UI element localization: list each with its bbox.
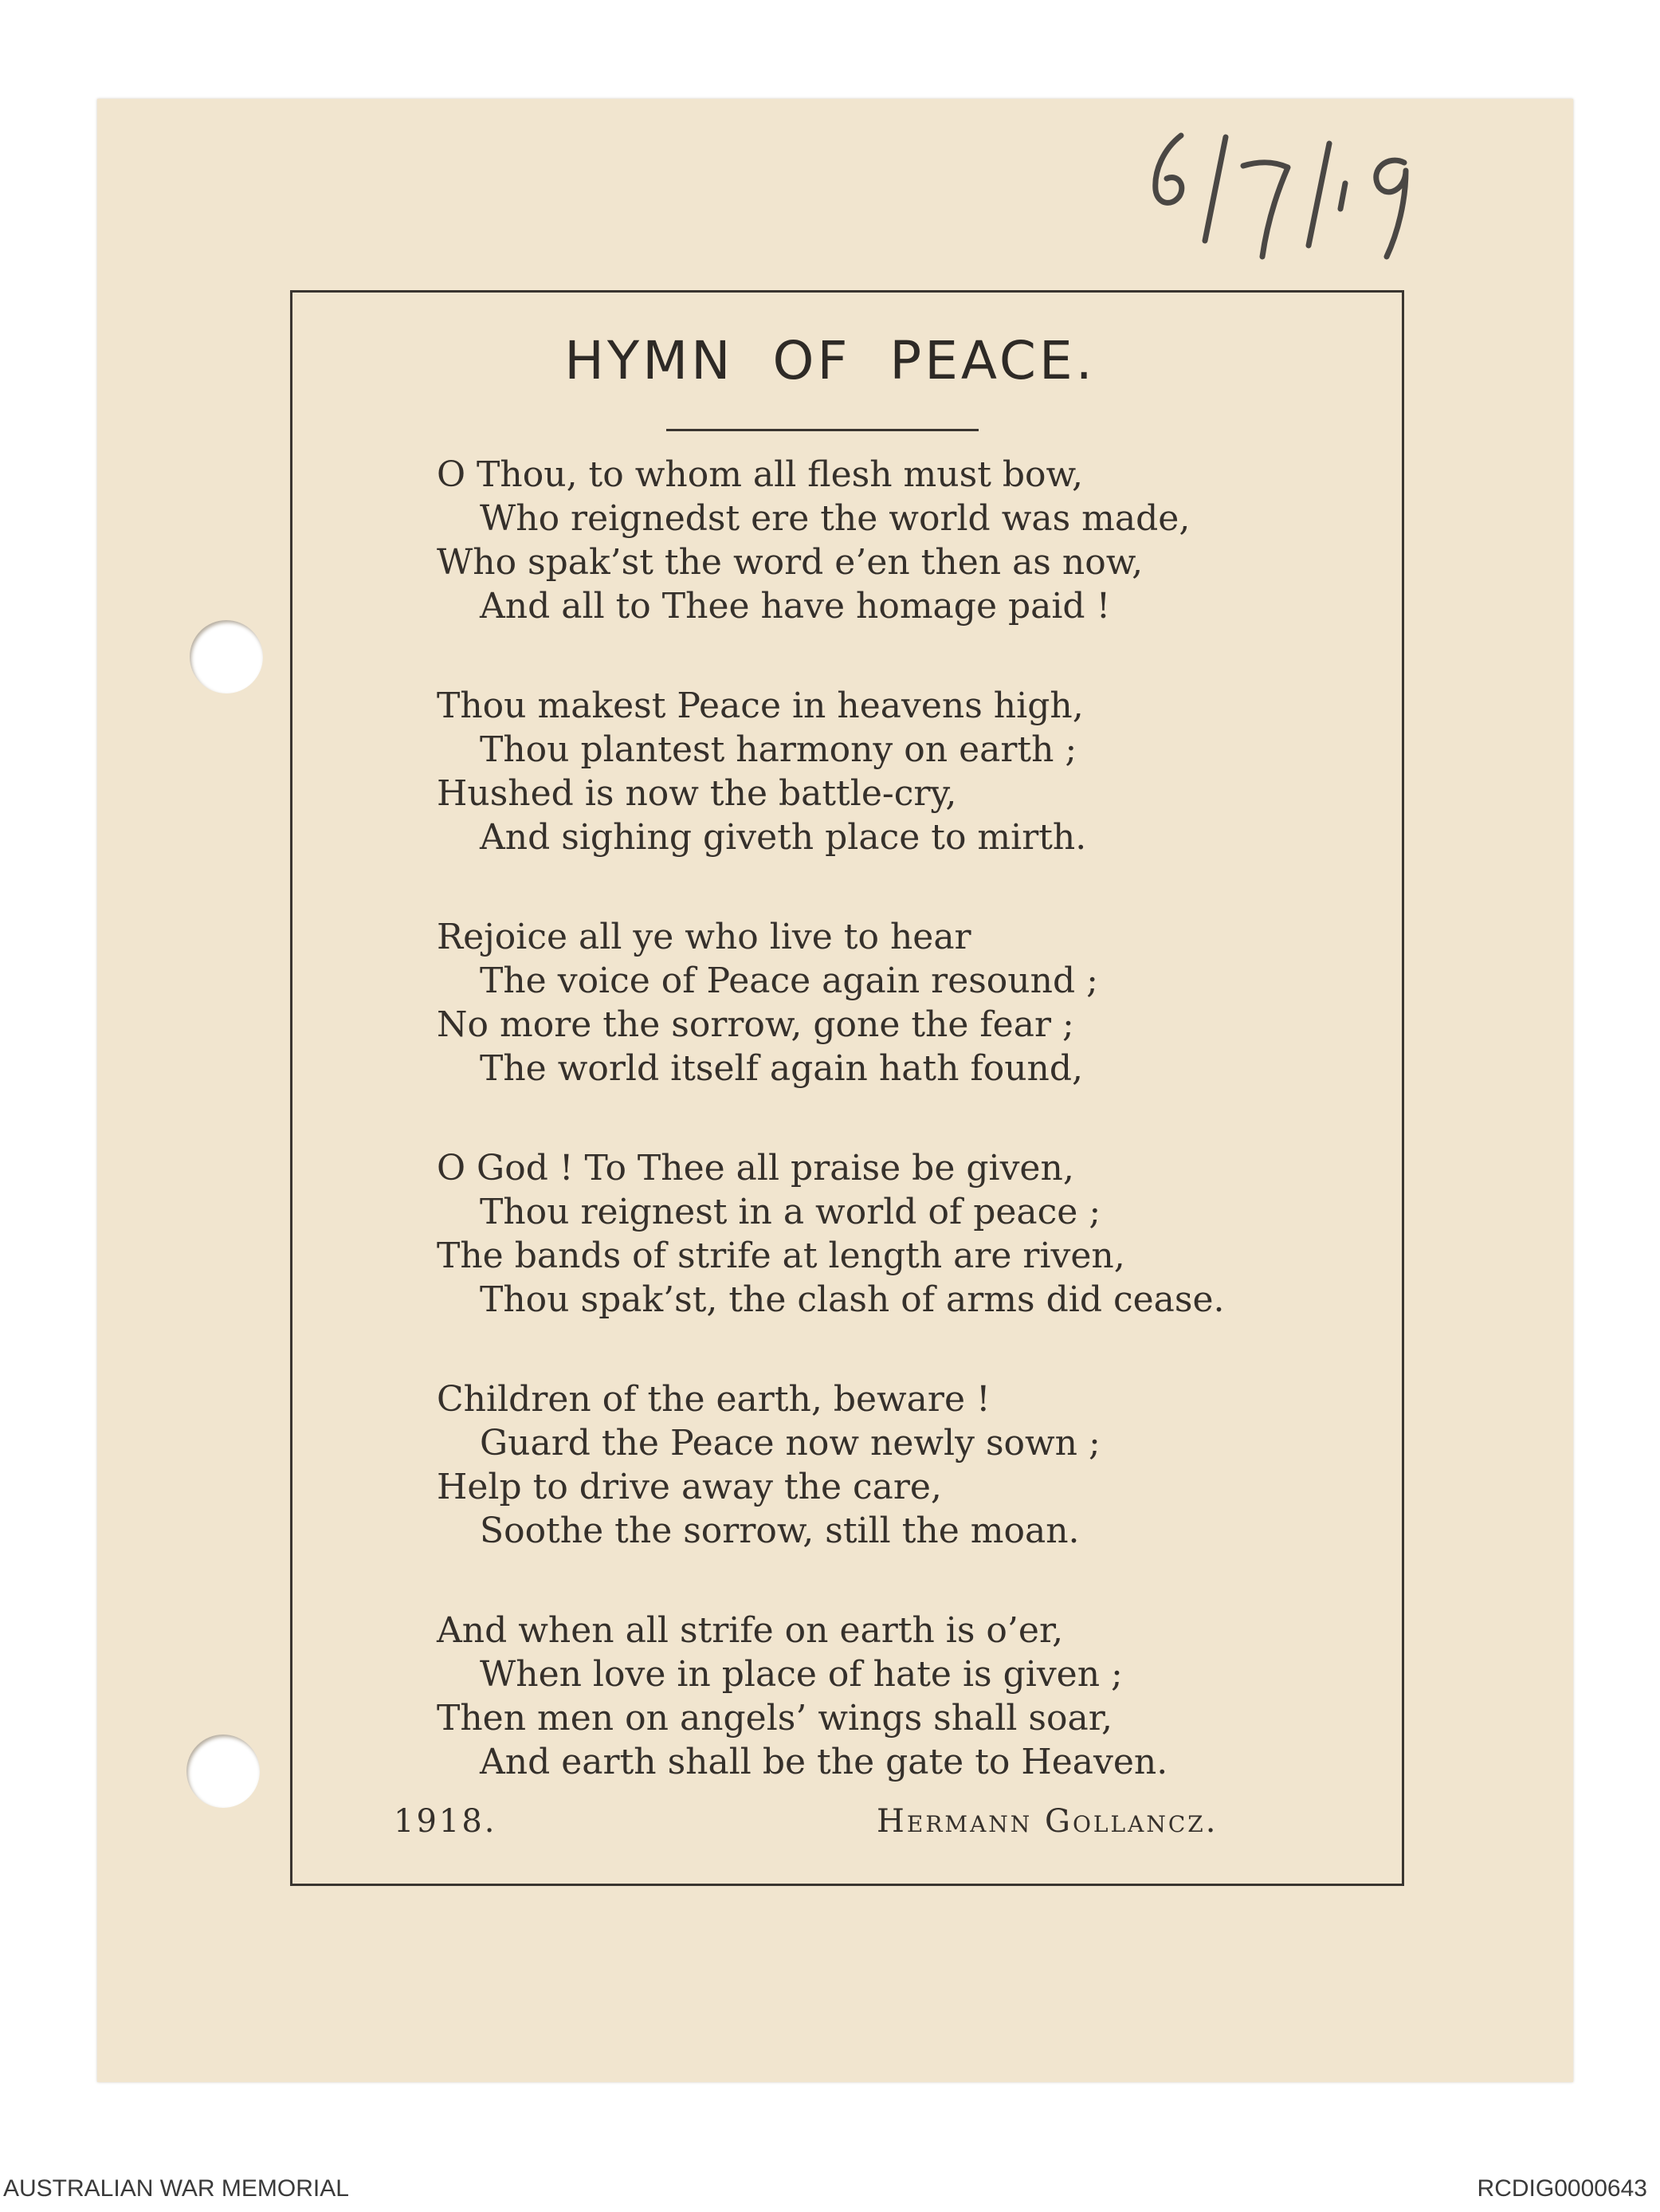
poem-line: Thou plantest harmony on earth ;	[480, 729, 1077, 770]
poem-line: O Thou, to whom all flesh must bow,	[437, 454, 1083, 495]
poem-body	[437, 453, 1377, 1840]
poem-line: Help to drive away the care,	[437, 1467, 942, 1507]
stanza	[437, 684, 1377, 859]
poem-line: Thou spak’st, the clash of arms did cease.	[480, 1279, 1225, 1320]
poem-line: Who spak’st the word e’en then as now,	[437, 542, 1144, 583]
poem-line: And all to Thee have homage paid !	[480, 586, 1111, 627]
poem-line: No more the sorrow, gone the fear ;	[437, 1004, 1074, 1045]
author-name: Hermann Gollancz.	[877, 1803, 1219, 1840]
poem-line: Thou makest Peace in heavens high,	[437, 686, 1084, 726]
stanza	[437, 1377, 1377, 1553]
poem-line: Thou reignest in a world of peace ;	[480, 1192, 1101, 1232]
poem-line: Then men on angels’ wings shall soar,	[437, 1698, 1113, 1739]
stanza	[437, 453, 1377, 628]
poem-line: Rejoice all ye who live to hear	[437, 917, 971, 957]
poem-line: When love in place of hate is given ;	[480, 1654, 1123, 1695]
poem-line: Guard the Peace now newly sown ;	[480, 1423, 1101, 1464]
poem-line: The bands of strife at length are riven,	[437, 1236, 1125, 1276]
stanza	[437, 1146, 1377, 1322]
stanza	[437, 1609, 1377, 1784]
punch-hole	[186, 1735, 260, 1808]
poem-line: And when all strife on earth is o’er,	[437, 1610, 1064, 1651]
poem-line: The world itself again hath found,	[480, 1048, 1084, 1089]
poem-line: The voice of Peace again resound ;	[480, 961, 1098, 1001]
stanza	[437, 915, 1377, 1090]
publication-year: 1918.	[394, 1803, 497, 1840]
hymn-title: HYMN OF PEACE.	[564, 330, 1096, 391]
poem-line: Who reignedst ere the world was made,	[480, 498, 1191, 539]
poem-line: And earth shall be the gate to Heaven.	[480, 1742, 1168, 1782]
archive-identifier-label: RCDIG0000643	[1477, 2175, 1647, 2202]
poem-line: Hushed is now the battle-cry,	[437, 773, 957, 814]
poem-line: O God ! To Thee all praise be given,	[437, 1148, 1074, 1189]
poem-line: Children of the earth, beware !	[437, 1379, 991, 1420]
handwritten-date-annotation	[1132, 121, 1466, 265]
punch-hole	[190, 620, 263, 693]
title-underline-rule	[666, 429, 979, 431]
poem-line: Soothe the sorrow, still the moan.	[480, 1511, 1080, 1551]
archive-institution-label: AUSTRALIAN WAR MEMORIAL	[3, 2175, 349, 2202]
poem-line: And sighing giveth place to mirth.	[480, 817, 1087, 858]
